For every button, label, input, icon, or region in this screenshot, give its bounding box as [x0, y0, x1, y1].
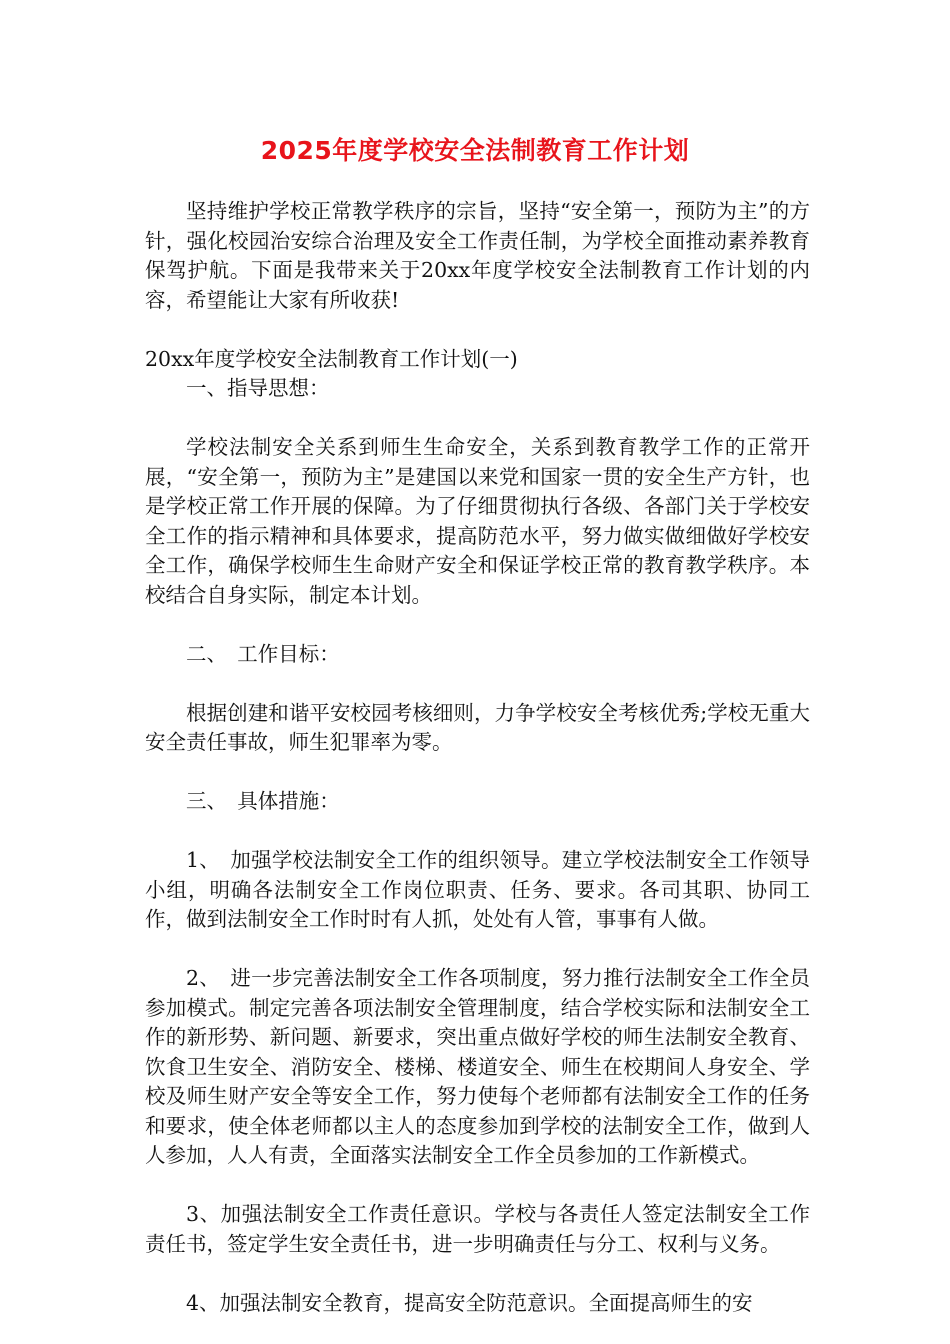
- section-heading-measures: 三、 具体措施：: [186, 789, 340, 813]
- measure-2-paragraph: 2、 进一步完善法制安全工作各项制度，努力推行法制安全工作全员参加模式。制定完善各项法制安全管理制度，结合学校实际和法制安全工作的新形势、新问题、新要求，突出重点做好学校的师生法制安全教育、饮食卫生安全、消防安全、楼梯、楼道安全、师生在校期间人身安全、学校及师生财产安全等安全工作，努力使每个老师都有法制安全工作的任务和要求，使全体老师都以主人的态度参加到学校的法制安全工作，做到人人参加，人人有责，全面落实法制安全工作全员参加的工作新模式。: [145, 966, 810, 1167]
- paragraph-gap: [145, 1171, 810, 1201]
- work-goals-paragraph: 根据创建和谐平安校园考核细则，力争学校安全考核优秀;学校无重大安全责任事故，师生犯罪率为零。: [145, 700, 810, 754]
- measure-3-paragraph: 3、加强法制安全工作责任意识。学校与各责任人签定法制安全工作责任书，签定学生安全责任书，进一步明确责任与分工、权利与义务。: [145, 1202, 810, 1256]
- paragraph-gap: [145, 758, 810, 788]
- paragraph-gap: [145, 669, 810, 699]
- guiding-ideology-paragraph: 学校法制安全关系到师生生命安全，关系到教育教学工作的正常开展，“安全第一，预防为主”是建国以来党和国家一贯的安全生产方针，也是学校正常工作开展的保障。为了仔细贯彻执行各级、各部门关于学校安全工作的指示精神和具体要求，提高防范水平，努力做实做细做好学校安全工作，确保学校师生生命财产安全和保证学校正常的教育教学秩序。本校结合自身实际，制定本计划。: [145, 435, 810, 607]
- measure-1-paragraph: 1、 加强学校法制安全工作的组织领导。建立学校法制安全工作领导小组，明确各法制安全工作岗位职责、任务、要求。各司其职、协同工作，做到法制安全工作时时有人抓，处处有人管，事事有人做。: [145, 848, 810, 931]
- section-heading-work-goals: 二、 工作目标：: [186, 641, 340, 666]
- measure-4-paragraph: 4、加强法制安全教育，提高安全防范意识。全面提高师生的安: [186, 1290, 753, 1315]
- paragraph-gap: [145, 1259, 810, 1289]
- document-title: 2025年度学校安全法制教育工作计划: [260, 136, 690, 165]
- plan-subtitle: 20xx年度学校安全法制教育工作计划(一): [145, 346, 518, 371]
- paragraph-gap: [145, 817, 810, 847]
- intro-paragraph: 坚持维护学校正常教学秩序的宗旨，坚持“安全第一，预防为主”的方针，强化校园治安综合治理及安全工作责任制，为学校全面推动素养教育保驾护航。下面是我带来关于20xx年度学校安全法制教育工作计划的内容，希望能让大家有所收获!: [145, 199, 810, 312]
- document-body: [145, 197, 810, 1318]
- section-heading-guiding-ideology: 一、指导思想：: [186, 376, 330, 400]
- paragraph-gap: [145, 935, 810, 965]
- paragraph-gap: [145, 404, 810, 434]
- paragraph-gap: [145, 315, 810, 345]
- paragraph-gap: [145, 610, 810, 640]
